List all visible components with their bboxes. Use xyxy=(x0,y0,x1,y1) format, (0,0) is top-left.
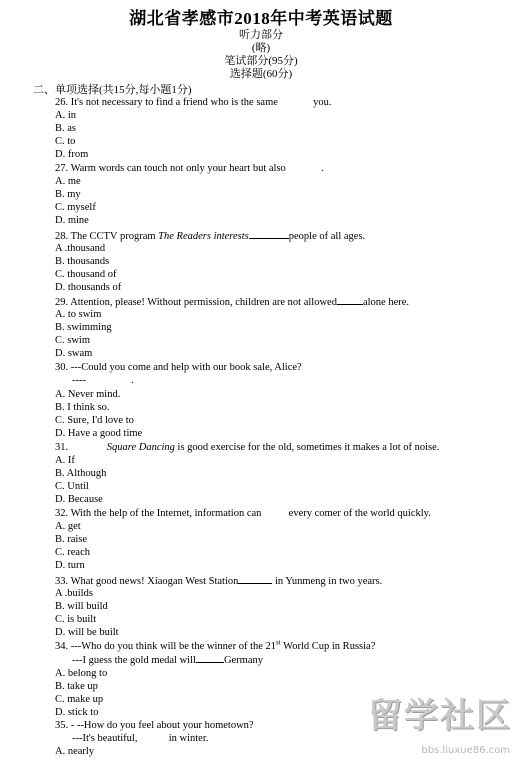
listening-heading: 听力部分 xyxy=(239,29,283,41)
option[interactable]: B. as xyxy=(55,123,76,134)
option[interactable]: C. myself xyxy=(55,202,96,213)
question-30-reply xyxy=(72,374,134,387)
program-title: The Readers interests xyxy=(158,231,249,242)
reply-end: Germany xyxy=(223,655,264,666)
question-text-end: you. xyxy=(313,97,332,108)
option[interactable]: B. thousands xyxy=(55,256,110,267)
option[interactable]: A. Never mind. xyxy=(55,389,121,400)
option[interactable]: A. me xyxy=(55,176,81,187)
question-text: With the help of the Internet, information can xyxy=(70,508,262,519)
question-26 xyxy=(55,96,332,109)
question-text-end: is good exercise for the old, sometimes it makes a lot of noise. xyxy=(177,442,440,453)
option[interactable]: B. my xyxy=(55,189,81,200)
question-text: Warm words can touch not only your heart but also xyxy=(70,163,286,174)
option[interactable]: A. in xyxy=(55,110,76,121)
question-number: 29. xyxy=(55,297,69,308)
option[interactable]: B. I think so. xyxy=(55,402,110,413)
option[interactable]: D. Because xyxy=(55,494,103,505)
watermark-logo: 留学社区 xyxy=(368,696,512,736)
option[interactable]: A. get xyxy=(55,521,81,532)
reply-text: ---It's beautiful, xyxy=(72,733,138,744)
question-number: 35. xyxy=(55,720,69,731)
question-text-end: people of all ages. xyxy=(288,231,366,242)
question-34-reply xyxy=(72,653,263,667)
question-text: What good news! Xiaogan West Station xyxy=(70,576,239,587)
watermark xyxy=(368,696,518,758)
reply-dashes: ---- xyxy=(72,375,86,386)
option[interactable]: C. Sure, I'd love to xyxy=(55,415,134,426)
option[interactable]: D. thousands of xyxy=(55,282,122,293)
option[interactable]: D. Have a good time xyxy=(55,428,143,439)
question-number: 31. xyxy=(55,442,69,453)
question-number: 26. xyxy=(55,97,69,108)
question-text-end: alone here. xyxy=(362,297,410,308)
option[interactable]: B. swimming xyxy=(55,322,112,333)
option[interactable]: C. Until xyxy=(55,481,89,492)
question-33 xyxy=(55,574,382,588)
reply-end: . xyxy=(131,375,134,386)
option[interactable]: D. turn xyxy=(55,560,85,571)
question-29 xyxy=(55,295,409,309)
option[interactable]: D. will be built xyxy=(55,627,119,638)
option[interactable]: C. swim xyxy=(55,335,91,346)
omitted-note: (略) xyxy=(251,42,271,54)
option[interactable]: D. stick to xyxy=(55,707,99,718)
question-text-end: in Yunmeng in two years. xyxy=(275,576,383,587)
question-32 xyxy=(55,507,431,520)
option[interactable]: A. If xyxy=(55,455,75,466)
question-number: 28. xyxy=(55,231,69,242)
option[interactable]: B. Although xyxy=(55,468,107,479)
page-title: 湖北省孝感市2018年中考英语试题 xyxy=(129,9,393,28)
answer-blank xyxy=(249,229,289,239)
option[interactable]: D. swam xyxy=(55,348,93,359)
option[interactable]: A. nearly xyxy=(55,746,95,757)
watermark-url: bbs.liuxue86.com xyxy=(421,745,510,756)
option[interactable]: A .builds xyxy=(55,588,93,599)
question-35-reply xyxy=(72,732,208,745)
square-dancing: Square Dancing xyxy=(106,442,175,453)
reply-text: ---I guess the gold medal will xyxy=(72,655,196,666)
answer-blank xyxy=(281,96,311,105)
answer-blank xyxy=(337,295,363,305)
question-text: Attention, please! Without permission, children are not allowed xyxy=(70,297,337,308)
question-27 xyxy=(55,162,324,175)
option[interactable]: B. take up xyxy=(55,681,98,692)
option[interactable]: A .thousand xyxy=(55,243,106,254)
option[interactable]: C. is built xyxy=(55,614,97,625)
question-30 xyxy=(55,361,302,374)
option[interactable]: C. thousand of xyxy=(55,269,117,280)
question-number: 30. xyxy=(55,362,69,373)
section-heading: 二、单项选择(共15分,每小题1分) xyxy=(33,84,192,96)
answer-blank xyxy=(288,162,318,171)
question-number: 33. xyxy=(55,576,69,587)
option[interactable]: A. belong to xyxy=(55,668,108,679)
question-text: ---Who do you think will be the winner of the 21 xyxy=(70,641,277,652)
option[interactable]: B. raise xyxy=(55,534,88,545)
reply-end: in winter. xyxy=(168,733,209,744)
option[interactable]: C. to xyxy=(55,136,76,147)
question-31 xyxy=(55,441,439,454)
option[interactable]: D. mine xyxy=(55,215,89,226)
question-28 xyxy=(55,229,365,243)
answer-blank xyxy=(238,574,272,584)
question-text-end: every comer of the world quickly. xyxy=(288,508,431,519)
option[interactable]: C. make up xyxy=(55,694,104,705)
question-number: 32. xyxy=(55,508,69,519)
question-34 xyxy=(55,640,375,653)
option[interactable]: B. will build xyxy=(55,601,108,612)
choice-heading: 选择题(60分) xyxy=(229,68,293,80)
ordinal-suffix: st xyxy=(276,638,281,647)
question-text: ---Could you come and help with our book sale, Alice? xyxy=(70,362,302,373)
question-text: - --How do you feel about your hometown? xyxy=(70,720,254,731)
question-text-end: . xyxy=(321,163,324,174)
option[interactable]: D. from xyxy=(55,149,89,160)
question-number: 27. xyxy=(55,163,69,174)
option[interactable]: C. reach xyxy=(55,547,90,558)
question-text-end: World Cup in Russia? xyxy=(283,641,376,652)
answer-blank xyxy=(196,653,224,663)
question-text: The CCTV program xyxy=(70,231,156,242)
question-text: It's not necessary to find a friend who is the same xyxy=(70,97,278,108)
written-heading: 笔试部分(95分) xyxy=(224,55,298,67)
option[interactable]: A. to swim xyxy=(55,309,102,320)
question-35 xyxy=(55,719,254,732)
question-number: 34. xyxy=(55,641,69,652)
